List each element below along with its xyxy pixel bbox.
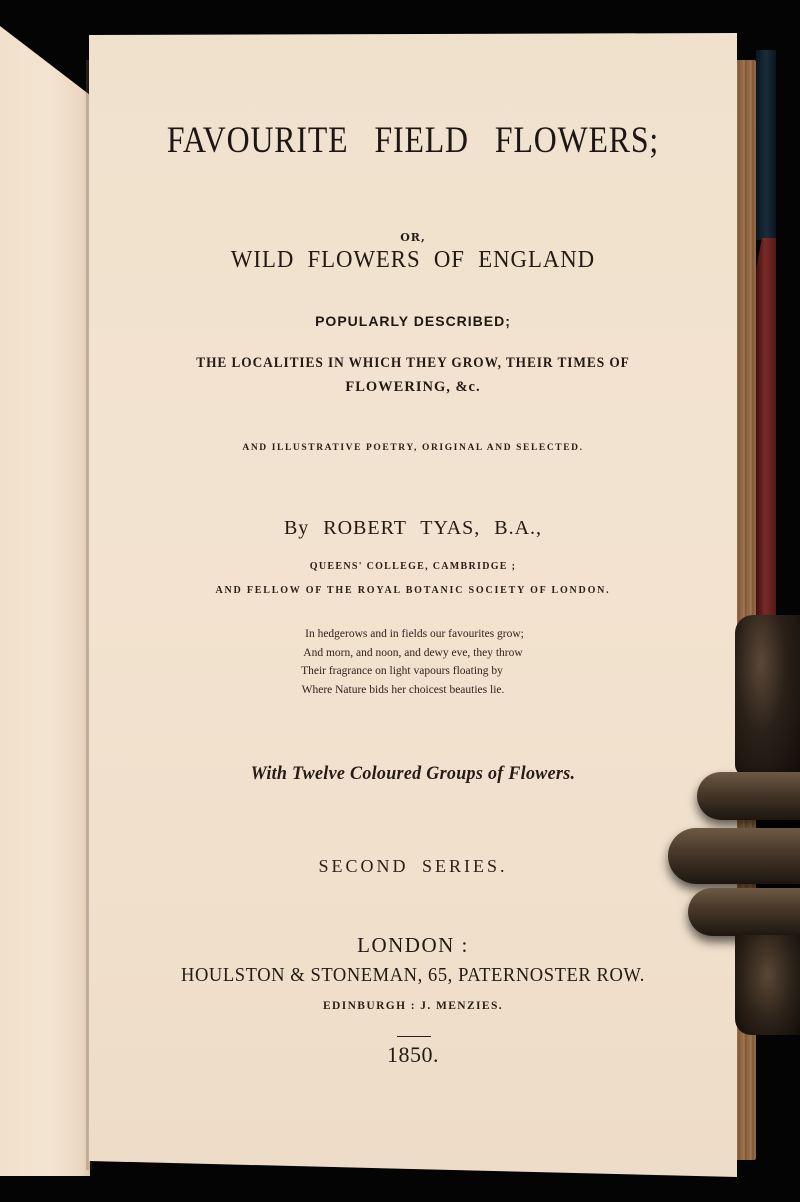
author-affiliation-society: AND FELLOW OF THE ROYAL BOTANIC SOCIETY OF LONDON.	[215, 585, 611, 596]
imprint-city: LONDON :	[357, 933, 469, 957]
poetry-note: AND ILLUSTRATIVE POETRY, ORIGINAL AND SELECTED.	[242, 443, 584, 453]
imprint-year: 1850.	[387, 1042, 439, 1067]
imprint-rule-divider	[397, 1036, 431, 1037]
book-subtitle: WILD FLOWERS OF ENGLAND	[230, 247, 596, 273]
holder-finger-icon	[668, 828, 800, 884]
plates-note: With Twelve Coloured Groups of Flowers.	[250, 763, 576, 784]
bronze-hand-holder-icon	[735, 615, 800, 775]
holder-finger-icon	[697, 772, 800, 820]
epigraph-line: Where Nature bids her choicest beauties lie.	[301, 683, 505, 696]
title-page	[89, 33, 737, 1177]
epigraph-line: In hedgerows and in fields our favourites grow;	[305, 628, 524, 640]
book-description: POPULARLY DESCRIBED;	[315, 313, 511, 329]
author-line: By ROBERT TYAS, B.A.,	[283, 517, 543, 539]
title-conjunction: OR,	[400, 231, 426, 244]
book-cover-blue	[756, 50, 776, 240]
epigraph-line: And morn, and noon, and dewy eve, they throw	[303, 646, 523, 659]
localities-line-2: FLOWERING, &c.	[345, 379, 481, 395]
epigraph	[89, 625, 737, 699]
series-label: SECOND SERIES.	[318, 856, 508, 876]
book-title: FAVOURITE FIELD FLOWERS;	[166, 120, 660, 161]
bronze-hand-base-icon	[735, 935, 800, 1035]
imprint-publisher: HOULSTON & STONEMAN, 65, PATERNOSTER ROW.	[181, 965, 645, 986]
localities-line-1: THE LOCALITIES IN WHICH THEY GROW, THEIR TIMES OF	[196, 355, 630, 371]
holder-finger-icon	[688, 888, 800, 936]
imprint-co-publisher: EDINBURGH : J. MENZIES.	[322, 1000, 504, 1012]
left-page	[0, 26, 90, 1176]
epigraph-line: Their fragrance on light vapours floating by	[301, 665, 503, 677]
book-cover-red	[756, 238, 776, 618]
author-affiliation-college: QUEENS' COLLEGE, CAMBRIDGE ;	[309, 561, 517, 572]
